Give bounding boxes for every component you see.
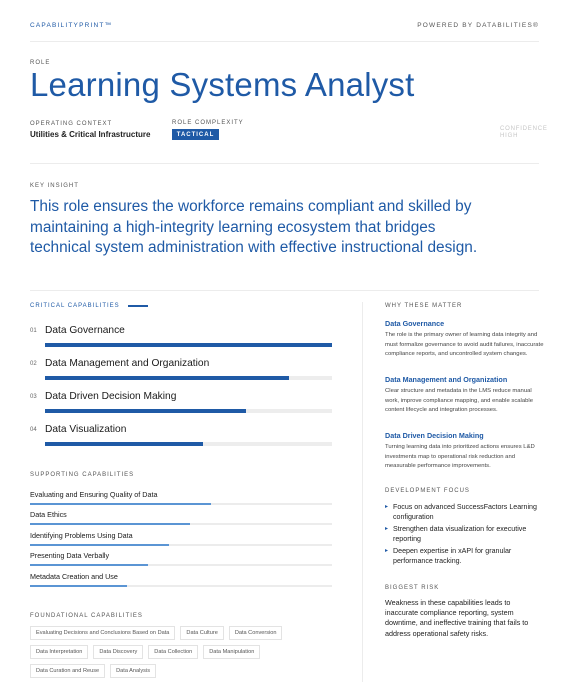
why-these-matter-label: WHY THESE MATTER	[385, 303, 463, 309]
supporting-capability-name: Identifying Problems Using Data	[30, 531, 133, 540]
why-item-description: Turning learning data into prioritized actions ensures L&D investments map to operational risk reduction and measurable performance improvements.	[385, 444, 535, 469]
why-item-title: Data Management and Organization	[385, 375, 508, 384]
key-insight-label: KEY INSIGHT	[30, 183, 79, 189]
supporting-bar-track	[30, 523, 332, 525]
supporting-capability-name: Presenting Data Verbally	[30, 551, 110, 560]
key-insight-text: This role ensures the workforce remains compliant and skilled by maintaining a high-integrity learning ecosystem that bridges technical system administration with effective instructional design.	[30, 198, 478, 256]
capability-bar-fill	[45, 376, 289, 380]
capability-chip: Data Interpretation	[30, 645, 88, 659]
development-focus-text: Strengthen data visualization for executive reporting	[393, 525, 527, 543]
supporting-bar-track	[30, 585, 332, 587]
development-focus-list	[385, 503, 545, 569]
capability-bar-fill	[45, 409, 246, 413]
supporting-bar-fill	[30, 544, 169, 546]
supporting-capability-name: Evaluating and Ensuring Quality of Data	[30, 490, 158, 499]
capability-bar-track	[45, 343, 332, 347]
foundational-chips	[30, 626, 335, 678]
arrow-right-icon: ▸	[385, 548, 389, 554]
supporting-bar-fill	[30, 523, 190, 525]
capability-name: Data Governance	[45, 325, 125, 336]
why-item-title: Data Governance	[385, 319, 445, 328]
why-item	[385, 375, 545, 416]
capability-number: 03	[30, 394, 37, 400]
why-item-description: The role is the primary owner of learning data integrity and must formalize governance to avoid audit failures, inaccurate compliance reports, and uncontrolled system changes.	[385, 332, 544, 357]
capability-chip: Data Analysis	[110, 664, 156, 678]
supporting-bar-track	[30, 503, 332, 505]
critical-capabilities-label: CRITICAL CAPABILITIES	[30, 303, 120, 309]
column-divider	[362, 302, 363, 682]
development-focus-label: DEVELOPMENT FOCUS	[385, 488, 470, 494]
capability-chip: Data Discovery	[93, 645, 143, 659]
capability-bar-fill	[45, 442, 203, 446]
why-item	[385, 431, 545, 472]
biggest-risk-text: Weakness in these capabilities leads to inaccurate compliance reporting, system downtime, and ineffective training that fails to address operational safety risks.	[385, 598, 529, 638]
foundational-capabilities-label: FOUNDATIONAL CAPABILITIES	[30, 613, 143, 619]
divider	[30, 290, 539, 291]
arrow-right-icon: ▸	[385, 526, 389, 532]
supporting-bar-fill	[30, 564, 148, 566]
capability-number: 01	[30, 328, 37, 334]
development-focus-item	[385, 547, 545, 566]
capability-chip: Data Curation and Reuse	[30, 664, 105, 678]
development-focus-text: Focus on advanced SuccessFactors Learning configuration	[393, 503, 537, 521]
role-complexity-badge: TACTICAL	[172, 129, 219, 140]
biggest-risk-label: BIGGEST RISK	[385, 585, 440, 591]
operating-context-value: Utilities & Critical Infrastructure	[30, 130, 151, 139]
why-item-title: Data Driven Decision Making	[385, 431, 484, 440]
capability-name: Data Driven Decision Making	[45, 391, 177, 402]
capability-chip: Evaluating Decisions and Conclusions Based on Data	[30, 626, 175, 640]
supporting-bar-track	[30, 544, 332, 546]
divider	[30, 163, 539, 164]
why-item	[385, 319, 545, 360]
operating-context-label: OPERATING CONTEXT	[30, 121, 113, 127]
supporting-capability-name: Data Ethics	[30, 510, 67, 519]
supporting-bar-track	[30, 564, 332, 566]
development-focus-item	[385, 525, 545, 544]
role-title: Learning Systems Analyst	[30, 66, 415, 103]
capability-bar-track	[45, 376, 332, 380]
arrow-right-icon: ▸	[385, 504, 389, 510]
capability-chip: Data Manipulation	[203, 645, 260, 659]
critical-capabilities-heading	[30, 303, 148, 309]
capability-name: Data Management and Organization	[45, 358, 210, 369]
why-item-description: Clear structure and metadata in the LMS reduce manual work, improve compliance mapping, and enable scalable content lifecycle and integration processes.	[385, 388, 534, 413]
supporting-bar-fill	[30, 503, 211, 505]
capability-bar-track	[45, 442, 332, 446]
capability-name: Data Visualization	[45, 424, 127, 435]
role-label: ROLE	[30, 60, 51, 66]
confidence-label: CONFIDENCE	[500, 126, 548, 132]
capability-chip: Data Culture	[180, 626, 223, 640]
supporting-capabilities-label: SUPPORTING CAPABILITIES	[30, 472, 135, 478]
powered-by: POWERED BY DATABILITIES®	[417, 22, 539, 29]
brand-name: CAPABILITYPRINT™	[30, 22, 113, 29]
top-bar	[30, 22, 539, 42]
capability-number: 02	[30, 361, 37, 367]
development-focus-item	[385, 503, 545, 522]
confidence-block	[500, 126, 548, 140]
role-complexity-label: ROLE COMPLEXITY	[172, 120, 244, 126]
capability-chip: Data Collection	[148, 645, 198, 659]
development-focus-text: Deepen expertise in xAPI for granular performance tracking.	[393, 547, 512, 565]
capability-chip: Data Conversion	[229, 626, 283, 640]
capability-bar-track	[45, 409, 332, 413]
capability-number: 04	[30, 427, 37, 433]
capability-bar-fill	[45, 343, 332, 347]
confidence-value: HIGH	[500, 133, 519, 139]
supporting-capability-name: Metadata Creation and Use	[30, 572, 118, 581]
supporting-bar-fill	[30, 585, 127, 587]
heading-underline	[128, 305, 148, 307]
